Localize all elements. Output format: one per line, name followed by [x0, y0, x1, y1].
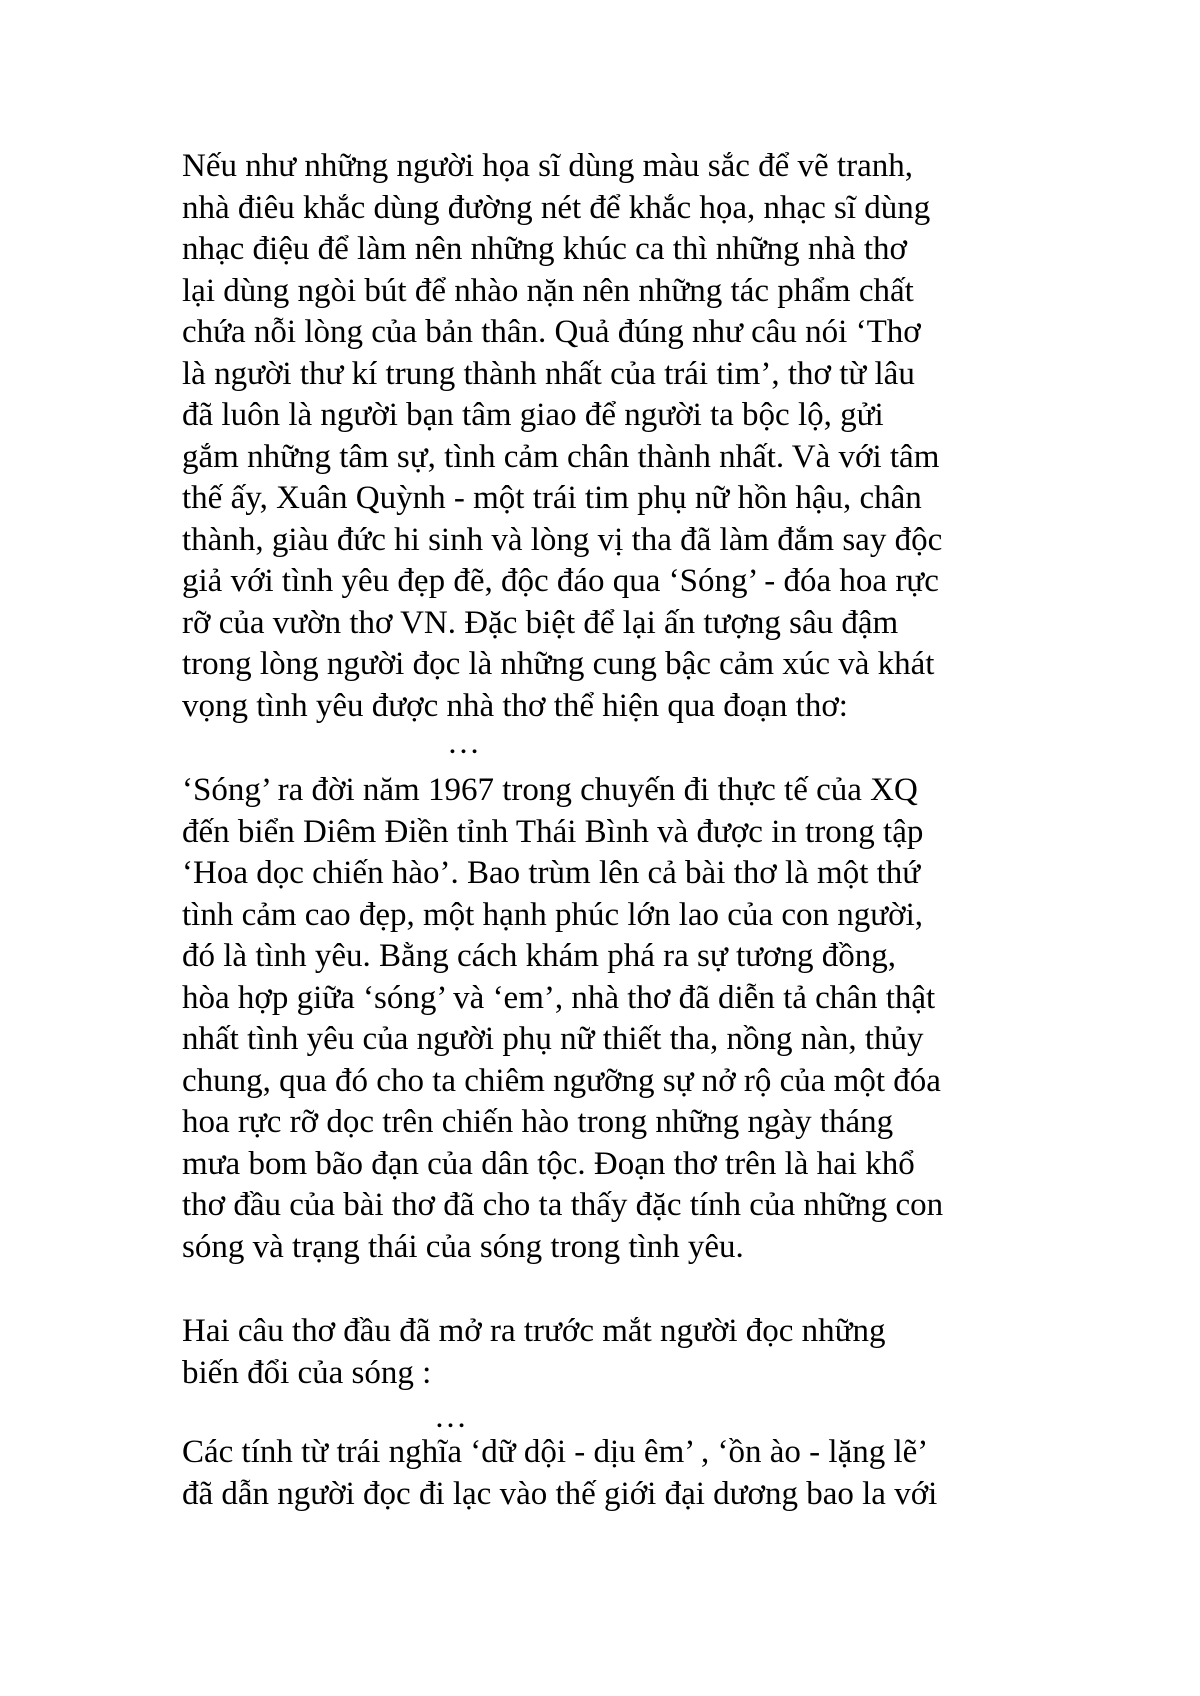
text-line: đã dẫn người đọc đi lạc vào thế giới đại dương bao la với — [182, 1475, 938, 1512]
text-line: đến biển Diêm Điền tỉnh Thái Bình và được in trong tập — [182, 813, 924, 850]
text-line: rỡ của vườn thơ VN. Đặc biệt để lại ấn tượng sâu đậm — [182, 604, 899, 641]
text-line: thế ấy, Xuân Quỳnh - một trái tim phụ nữ hồn hậu, chân — [182, 480, 922, 516]
text-line: thơ đầu của bài thơ đã cho ta thấy đặc tính của những con — [182, 1187, 944, 1223]
ellipsis-separator — [182, 725, 1062, 761]
text-line: biến đổi của sóng : — [182, 1354, 432, 1391]
text-line: vọng tình yêu được nhà thơ thể hiện qua đoạn thơ: — [182, 687, 848, 724]
text-line: sóng và trạng thái của sóng trong tình yêu. — [182, 1228, 744, 1265]
text-line: tình cảm cao đẹp, một hạnh phúc lớn lao của con người, — [182, 896, 924, 933]
ellipsis-separator — [182, 1399, 1062, 1435]
text-line: là người thư kí trung thành nhất của trái tim’, thơ từ lâu — [182, 355, 915, 392]
ellipsis-text: … — [447, 725, 480, 761]
text-line: gắm những tâm sự, tình cảm chân thành nhất. Và với tâm — [182, 438, 940, 475]
ellipsis-text: … — [434, 1399, 467, 1435]
text-line: thành, giàu đức hi sinh và lòng vị tha đã làm đắm say độc — [182, 521, 943, 558]
text-line: mưa bom bão đạn của dân tộc. Đoạn thơ trên là hai khổ — [182, 1145, 915, 1182]
text-line: hòa hợp giữa ‘sóng’ và ‘em’, nhà thơ đã diễn tả chân thật — [182, 979, 936, 1016]
paragraph-first-lines — [182, 1311, 1062, 1394]
text-line: giả với tình yêu đẹp đẽ, độc đáo qua ‘Sóng’ - đóa hoa rực — [182, 563, 939, 599]
text-line: đó là tình yêu. Bằng cách khám phá ra sự tương đồng, — [182, 938, 896, 974]
text-line: chứa nỗi lòng của bản thân. Quả đúng như câu nói ‘Thơ — [182, 314, 921, 350]
text-line: nhạc điệu để làm nên những khúc ca thì những nhà thơ — [182, 231, 907, 267]
paragraph-intro — [182, 146, 1062, 727]
text-line: ‘Sóng’ ra đời năm 1967 trong chuyến đi thực tế của XQ — [182, 772, 918, 808]
text-line: hoa rực rỡ dọc trên chiến hào trong những ngày tháng — [182, 1104, 894, 1140]
text-line: ‘Hoa dọc chiến hào’. Bao trùm lên cả bài thơ là một thứ — [182, 855, 921, 891]
text-line: Các tính từ trái nghĩa ‘dữ dội - dịu êm’ , ‘ồn ào - lặng lẽ’ — [182, 1434, 929, 1470]
text-line: Nếu như những người họa sĩ dùng màu sắc để vẽ tranh, — [182, 148, 913, 184]
text-line: chung, qua đó cho ta chiêm ngưỡng sự nở rộ của một đóa — [182, 1062, 941, 1099]
text-line: đã luôn là người bạn tâm giao để người ta bộc lộ, gửi — [182, 397, 884, 433]
text-line: nhà điêu khắc dùng đường nét để khắc họa, nhạc sĩ dùng — [182, 189, 931, 226]
paragraph-adjectives — [182, 1432, 1062, 1515]
text-line: lại dùng ngòi bút để nhào nặn nên những tác phẩm chất — [182, 272, 914, 309]
paragraph-context — [182, 770, 1062, 1268]
text-line: nhất tình yêu của người phụ nữ thiết tha, nồng nàn, thủy — [182, 1021, 924, 1057]
text-line: Hai câu thơ đầu đã mở ra trước mắt người đọc những — [182, 1313, 886, 1349]
text-line: trong lòng người đọc là những cung bậc cảm xúc và khát — [182, 646, 935, 682]
